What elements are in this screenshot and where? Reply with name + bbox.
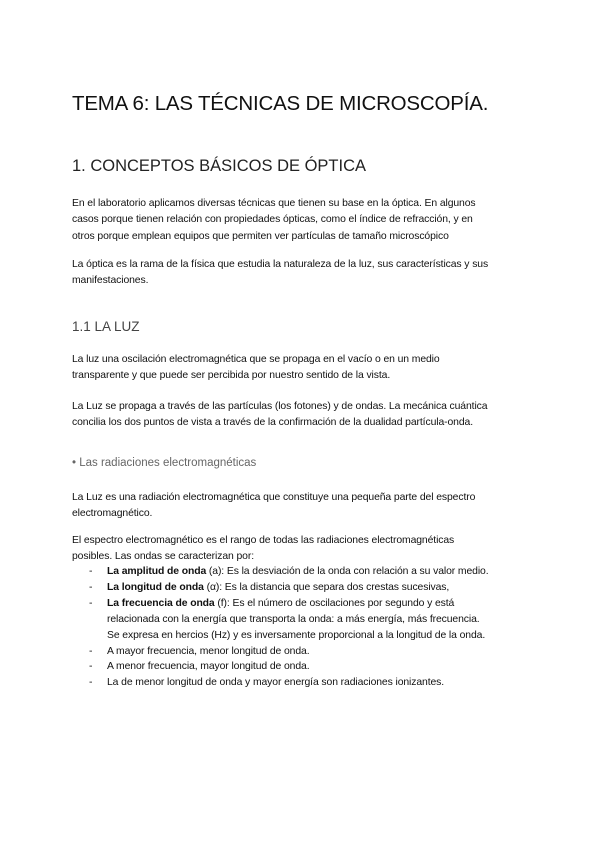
continuation-line: relacionada con la energía que transporta la onda: a más energía, más frecuencia. — [107, 613, 480, 625]
definition-text: (a): Es la desviación de la onda con relación a su valor medio. — [206, 566, 489, 577]
text-line: transparente y que puede ser percibida por nuestro sentido de la vista. — [72, 370, 391, 382]
list-item — [86, 659, 489, 675]
paragraph-luz-oscilacion — [72, 352, 542, 385]
paragraph-laboratorio — [72, 196, 542, 245]
definition-text: (α): Es la distancia que separa dos crestas sucesivas, — [203, 581, 450, 593]
list-dash: - — [89, 597, 93, 609]
continuation-line: Se expresa en hercios (Hz) y es inversamente proporcional a la longitud de la onda. — [107, 629, 486, 641]
item-text: A mayor frecuencia, menor longitud de onda. — [107, 645, 310, 657]
text-line: concilia los dos puntos de vista a través de la confirmación de la dualidad partícula-onda. — [72, 417, 473, 429]
term-bold: La longitud de onda — [107, 581, 204, 593]
list-dash: - — [89, 661, 93, 673]
paragraph-espectro — [72, 533, 542, 566]
subsection-heading-radiaciones: • Las radiaciones electromagnéticas — [72, 457, 257, 469]
list-item — [86, 564, 489, 580]
text-line: La Luz es una radiación electromagnética que constituye una pequeña parte del espectro — [72, 492, 476, 503]
text-line: En el laboratorio aplicamos diversas técnicas que tienen su base en la óptica. En algunos — [72, 198, 476, 209]
page-title: TEMA 6: LAS TÉCNICAS DE MICROSCOPÍA. — [72, 92, 489, 115]
text-line: La óptica es la rama de la física que estudia la naturaleza de la luz, sus características y sus — [72, 259, 489, 270]
paragraph-radiacion — [72, 490, 542, 523]
paragraph-optica — [72, 257, 542, 290]
list-item — [86, 596, 489, 644]
text-line: casos porque tienen relación con propiedades ópticas, como el índice de refracción, y en — [72, 214, 473, 226]
item-text: A menor frecuencia, mayor longitud de onda. — [107, 661, 310, 673]
section-heading-conceptos: 1. CONCEPTOS BÁSICOS DE ÓPTICA — [72, 157, 367, 175]
term-bold: La amplitud de onda — [107, 566, 207, 577]
text-line: electromagnético. — [72, 508, 153, 520]
list-dash: - — [89, 677, 93, 689]
text-line: La Luz se propaga a través de las partículas (los fotones) y de ondas. La mecánica cuántica — [72, 401, 488, 412]
text-line: El espectro electromagnético es el rango de todas las radiaciones electromagnéticas — [72, 535, 455, 546]
list-dash: - — [89, 566, 93, 577]
list-item — [86, 644, 489, 660]
text-line: otros porque emplean equipos que permiten ver partículas de tamaño microscópico — [72, 230, 449, 242]
term-bold: La frecuencia de onda — [107, 597, 215, 609]
item-text: La de menor longitud de onda y mayor energía son radiaciones ionizantes. — [107, 677, 445, 689]
wave-properties-list — [86, 564, 489, 691]
text-line: La luz una oscilación electromagnética que se propaga en el vacío o en un medio — [72, 354, 440, 365]
list-item — [86, 580, 489, 596]
text-line: manifestaciones. — [72, 275, 149, 287]
paragraph-luz-propaga — [72, 399, 542, 432]
definition-text: (f): Es el número de oscilaciones por segundo y está — [214, 597, 455, 609]
section-heading-la-luz: 1.1 LA LUZ — [72, 319, 140, 334]
list-dash: - — [89, 581, 93, 593]
list-dash: - — [89, 645, 93, 657]
list-item — [86, 675, 489, 691]
text-line: posibles. Las ondas se caracterizan por: — [72, 551, 254, 563]
